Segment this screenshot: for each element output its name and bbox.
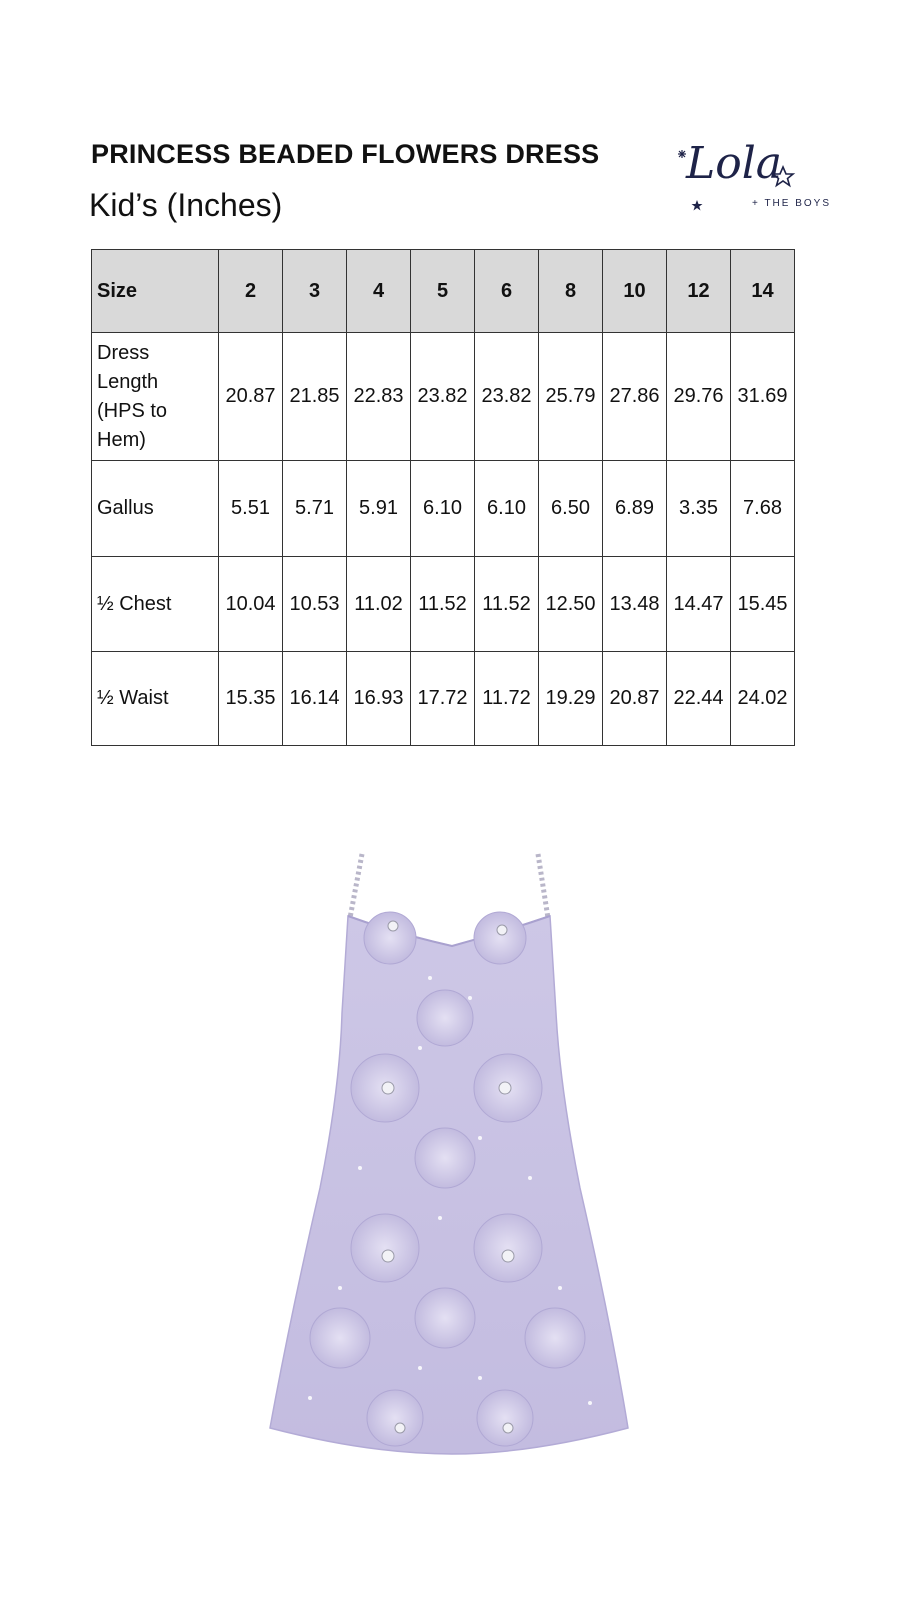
row-label-half-chest: ½ Chest [92, 557, 219, 652]
size-header-cell: 8 [539, 250, 603, 333]
size-header-cell: 14 [731, 250, 795, 333]
size-header-cell: 2 [219, 250, 283, 333]
table-cell: 16.14 [283, 652, 347, 746]
table-cell: 11.52 [411, 557, 475, 652]
table-cell: 25.79 [539, 333, 603, 461]
table-cell: 6.89 [603, 461, 667, 557]
table-cell: 13.48 [603, 557, 667, 652]
table-cell: 11.02 [347, 557, 411, 652]
table-cell: 20.87 [603, 652, 667, 746]
size-header-cell: 4 [347, 250, 411, 333]
table-cell: 22.83 [347, 333, 411, 461]
table-cell: 21.85 [283, 333, 347, 461]
table-cell: 15.35 [219, 652, 283, 746]
page-title: PRINCESS BEADED FLOWERS DRESS [91, 139, 600, 169]
size-header-cell: 10 [603, 250, 667, 333]
size-header-row [92, 250, 795, 333]
table-cell: 3.35 [667, 461, 731, 557]
table-cell: 20.87 [219, 333, 283, 461]
table-cell: 23.82 [411, 333, 475, 461]
size-header-cell: 12 [667, 250, 731, 333]
table-row-dress-length [92, 333, 795, 461]
page-subtitle: Kid’s (Inches) [89, 187, 283, 223]
table-row-half-waist [92, 652, 795, 746]
table-cell: 19.29 [539, 652, 603, 746]
row-label-gallus: Gallus [92, 461, 219, 557]
table-cell: 11.72 [475, 652, 539, 746]
table-cell: 6.10 [411, 461, 475, 557]
size-header-cell: 6 [475, 250, 539, 333]
table-cell: 6.50 [539, 461, 603, 557]
table-cell: 10.53 [283, 557, 347, 652]
size-chart-table [91, 249, 795, 746]
table-cell: 23.82 [475, 333, 539, 461]
table-cell: 12.50 [539, 557, 603, 652]
table-cell: 29.76 [667, 333, 731, 461]
brand-logo [676, 138, 832, 225]
table-cell: 5.91 [347, 461, 411, 557]
size-header-cell: 5 [411, 250, 475, 333]
table-cell: 6.10 [475, 461, 539, 557]
table-cell: 10.04 [219, 557, 283, 652]
table-cell: 15.45 [731, 557, 795, 652]
table-cell: 22.44 [667, 652, 731, 746]
size-header-label: Size [92, 250, 219, 333]
table-cell: 14.47 [667, 557, 731, 652]
table-cell: 31.69 [731, 333, 795, 461]
table-cell: 5.71 [283, 461, 347, 557]
table-cell: 11.52 [475, 557, 539, 652]
table-row-gallus [92, 461, 795, 557]
row-label-half-waist: ½ Waist [92, 652, 219, 746]
table-cell: 27.86 [603, 333, 667, 461]
table-row-half-chest [92, 557, 795, 652]
row-label-dress-length: Dress Length (HPS to Hem) [92, 333, 219, 461]
dress-product-image [190, 838, 690, 1468]
logo-tagline: + THE BOYS [752, 198, 832, 209]
table-cell: 5.51 [219, 461, 283, 557]
table-cell: 17.72 [411, 652, 475, 746]
table-cell: 7.68 [731, 461, 795, 557]
table-cell: 24.02 [731, 652, 795, 746]
size-header-cell: 3 [283, 250, 347, 333]
table-cell: 16.93 [347, 652, 411, 746]
logo-wordmark: Lola [686, 138, 783, 189]
